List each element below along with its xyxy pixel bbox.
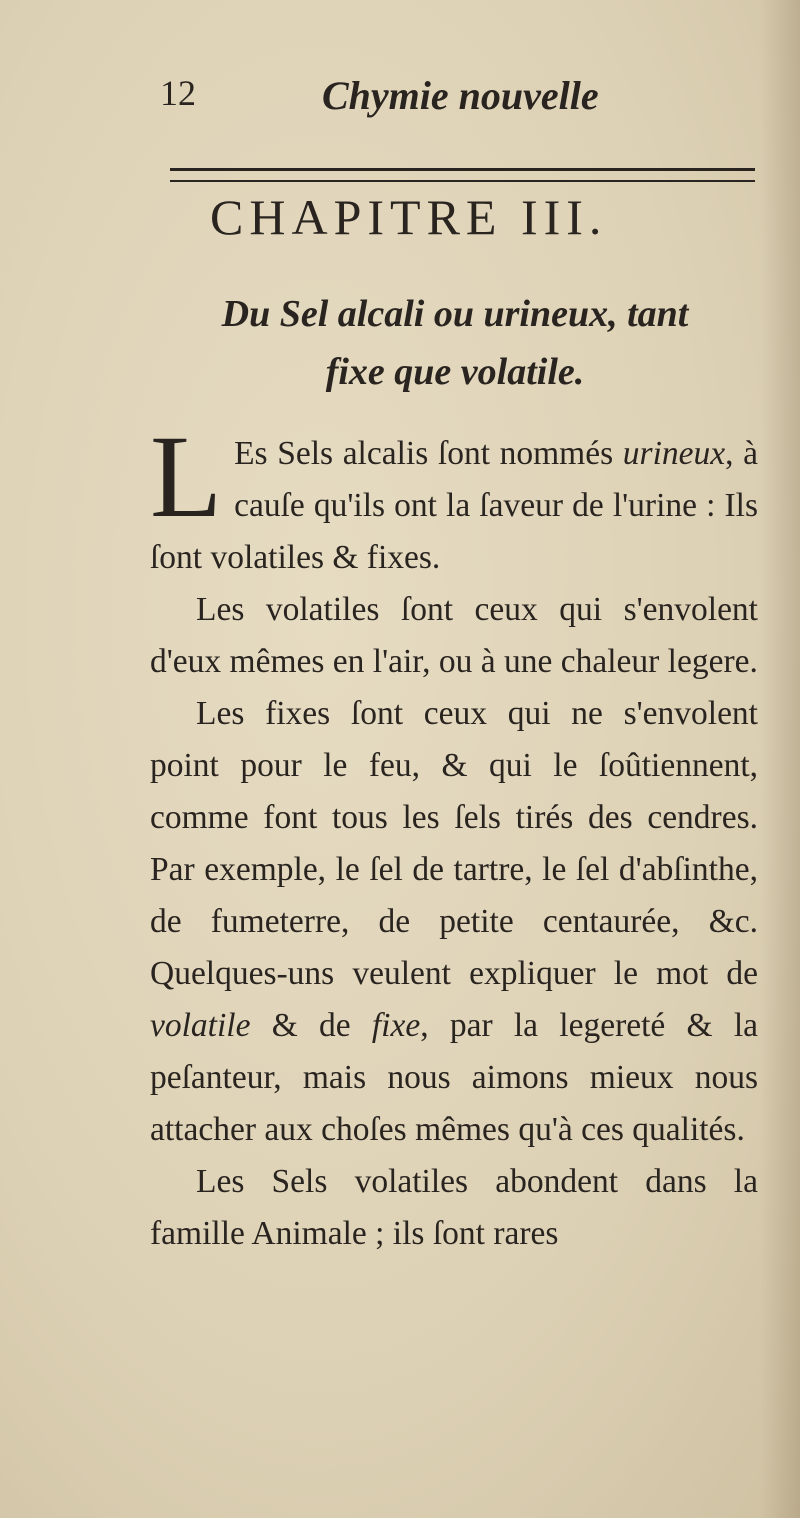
p3-italic-fixe: fixe (371, 1007, 421, 1044)
page-number: 12 (160, 73, 196, 113)
chapter-heading: CHAPITRE III. (210, 189, 608, 245)
paragraph-2: Les volatiles ſont ceux qui s'envolent d'eux mêmes en l'air, ou à une chaleur legere. (150, 591, 758, 680)
paragraph-4: Les Sels volatiles abondent dans la famille Animale ; ils ſont rares (150, 1163, 758, 1252)
p3-text-2: & de (250, 1007, 372, 1044)
subtitle-line-1: Du Sel alcali ou urineux, tant (221, 293, 689, 335)
p1-italic-urineux: urineux (622, 435, 726, 472)
p3-italic-volatile: volatile (150, 1007, 251, 1044)
p3-text-3: , par la legereté & la peſanteur, mais nous aimons mieux nous attacher aux choſes mêmes qu'à ces qualités. (150, 1007, 758, 1148)
p1-text-1: Es Sels alcalis ſont nommés (234, 435, 623, 472)
body-text (150, 411, 758, 1260)
paragraph-3 (150, 688, 758, 1156)
p1-text-2: , à cauſe qu'ils ont la ſaveur de l'urine : Ils ſont volatiles & fixes. (150, 435, 758, 576)
running-title: Chymie nouvelle (322, 73, 599, 118)
chapter-subtitle (150, 285, 760, 401)
subtitle-line-2: fixe que volatile. (325, 351, 585, 393)
paragraph-1 (150, 411, 758, 584)
page-gutter-shadow (760, 0, 800, 1518)
header-rule (170, 168, 755, 182)
drop-cap: L (150, 411, 223, 542)
p3-text-1: Les fixes ſont ceux qui ne s'envolent point pour le feu, & qui le ſoûtiennent, comme font tous les ſels tirés des cendres. Par exemple, le ſel de tartre, le ſel d'abſinthe, de fumeterre, de petite centaurée, &c. Quelques-uns veulent expliquer le mot de (150, 695, 758, 992)
running-head (152, 72, 752, 128)
